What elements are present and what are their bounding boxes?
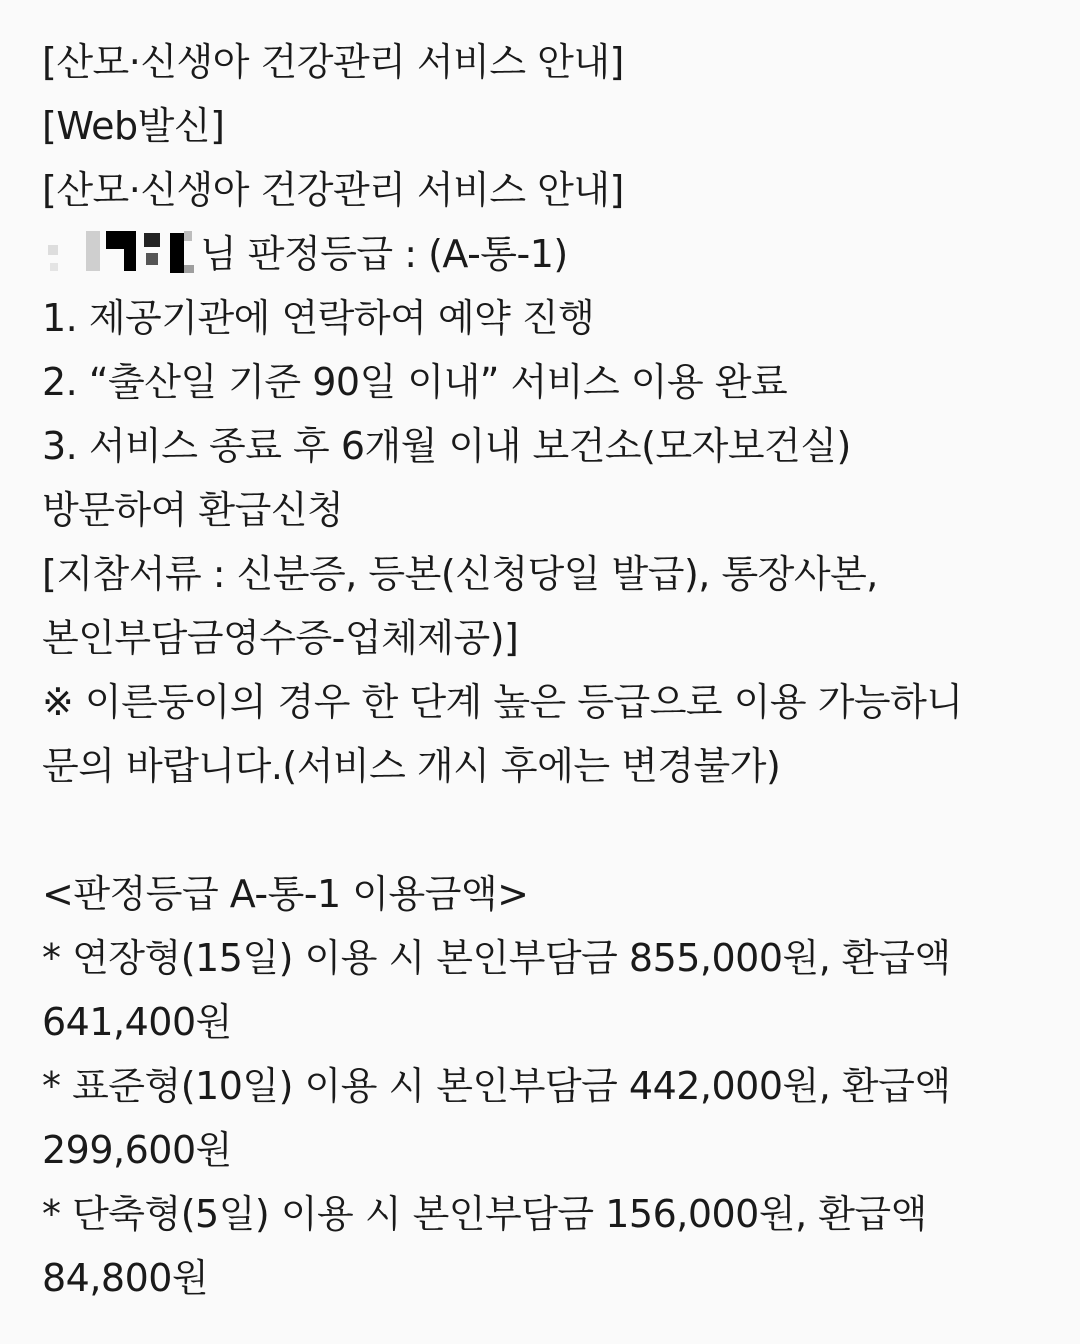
masked-recipient-name <box>42 229 198 275</box>
standard-plan: * 표준형(10일) 이용 시 본인부담금 442,000원, 환급액 <box>42 1064 951 1108</box>
extended-plan: * 연장형(15일) 이용 시 본인부담금 855,000원, 환급액 <box>42 936 951 980</box>
grade-line <box>42 222 1052 286</box>
step-3: 3. 서비스 종료 후 6개월 이내 보건소(모자보건실) <box>42 424 851 468</box>
message-title: [산모·신생아 건강관리 서비스 안내] <box>42 40 624 84</box>
web-sent-label: [Web발신] <box>42 104 225 148</box>
message-subtitle: [산모·신생아 건강관리 서비스 안내] <box>42 168 624 212</box>
step-3-continued: 방문하여 환급신청 <box>42 488 344 532</box>
note-line-continued: 문의 바랍니다.(서비스 개시 후에는 변경불가) <box>42 744 781 788</box>
standard-plan-refund: 299,600원 <box>42 1128 232 1172</box>
grade-text: 님 판정등급 : (A-통-1) <box>200 232 568 276</box>
step-2: 2. “출산일 기준 90일 이내” 서비스 이용 완료 <box>42 360 788 404</box>
blank-line <box>42 798 1052 862</box>
amounts-heading: <판정등급 A-통-1 이용금액> <box>42 872 529 916</box>
documents-line-continued: 본인부담금영수증-업체제공)] <box>42 616 519 660</box>
short-plan-refund: 84,800원 <box>42 1256 209 1300</box>
short-plan: * 단축형(5일) 이용 시 본인부담금 156,000원, 환급액 <box>42 1192 927 1236</box>
sms-message-body <box>42 30 1052 1310</box>
extended-plan-refund: 641,400원 <box>42 1000 232 1044</box>
step-1: 1. 제공기관에 연락하여 예약 진행 <box>42 296 595 340</box>
note-line: ※ 이른둥이의 경우 한 단계 높은 등급으로 이용 가능하니 <box>42 680 963 724</box>
documents-line: [지참서류 : 신분증, 등본(신청당일 발급), 통장사본, <box>42 552 878 596</box>
